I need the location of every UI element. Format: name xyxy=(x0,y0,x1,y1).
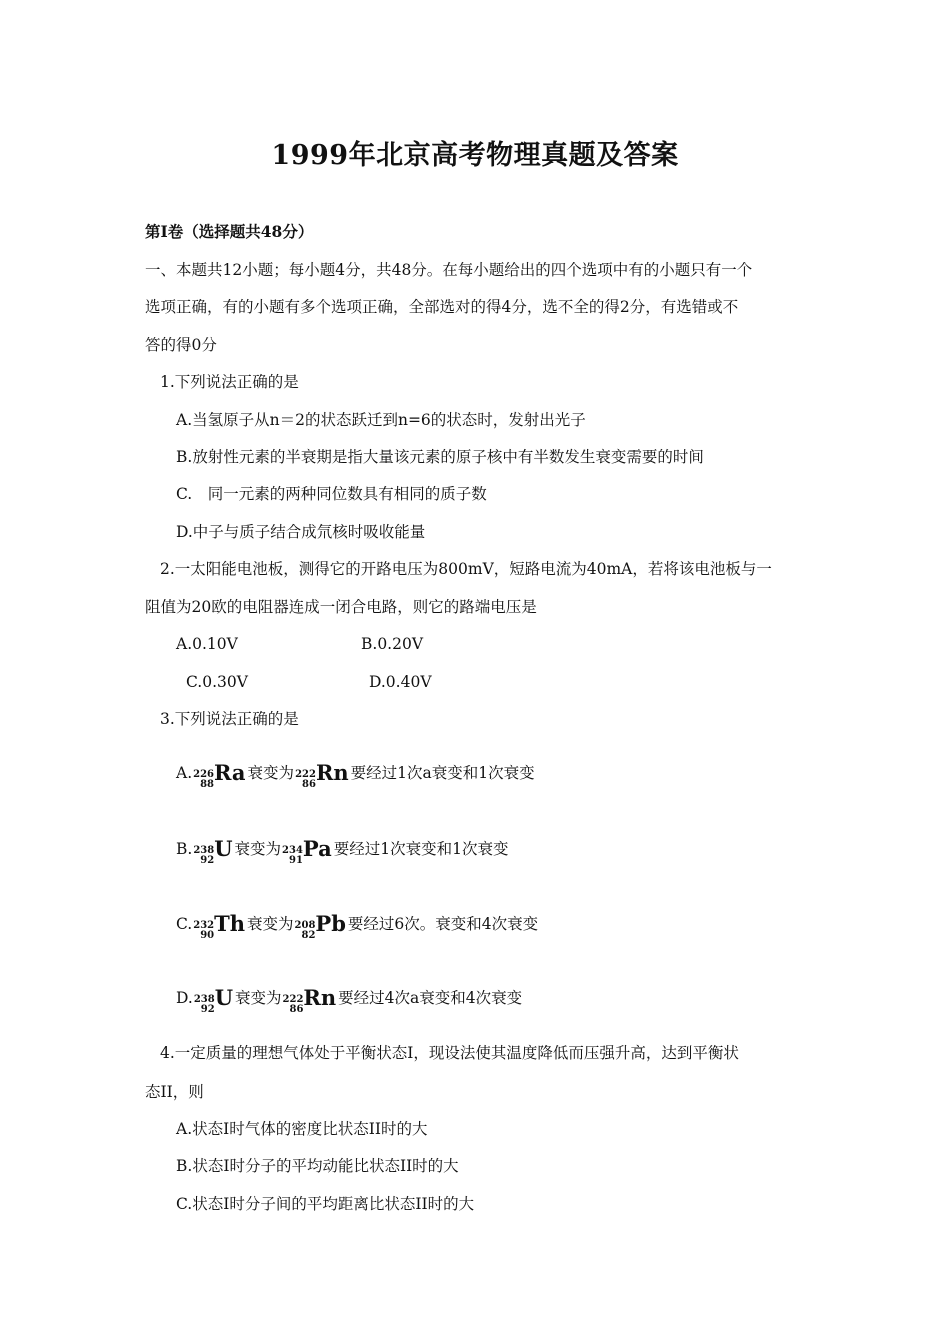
atomic-number: 90 xyxy=(200,930,215,941)
q1-option-c: C. 同一元素的两种同位数具有相同的质子数 xyxy=(176,485,487,503)
option-label: A. xyxy=(176,764,193,782)
element-symbol: Rn xyxy=(303,985,337,1010)
mass-number: 232 xyxy=(193,920,215,931)
atomic-number: 86 xyxy=(289,1004,304,1015)
nuclide-uranium-238 xyxy=(194,987,233,1015)
option-tail: 要经过1次衰变和1次衰变 xyxy=(333,840,509,858)
mass-number: 208 xyxy=(294,920,316,931)
atomic-number: 91 xyxy=(289,855,303,866)
q3-option-c xyxy=(176,913,538,941)
mass-number: 238 xyxy=(193,994,215,1005)
decay-verb: 衰变为 xyxy=(247,915,294,933)
option-label: B. xyxy=(176,840,193,858)
instructions-line-2: 选项正确，有的小题有多个选项正确，全部选对的得4分，选不全的得2分，有选错或不 xyxy=(145,298,739,316)
instructions-line-3: 答的得0分 xyxy=(145,336,217,354)
q2-option-b: B.0.20V xyxy=(361,635,424,653)
nuclide-radon-222 xyxy=(295,762,349,790)
option-tail: 要经过1次a衰变和1次衰变 xyxy=(350,764,535,782)
q4-option-b: B.状态I时分子的平均动能比状态II时的大 xyxy=(176,1157,459,1175)
nuclide-protactinium-234 xyxy=(282,838,332,866)
q2-stem-line-2: 阻值为20欧的电阻器连成一闭合电路，则它的路端电压是 xyxy=(145,598,537,616)
decay-verb: 衰变为 xyxy=(247,764,295,782)
q3-option-d xyxy=(176,987,522,1015)
section-heading: 第Ⅰ卷（选择题共48分） xyxy=(145,222,314,241)
mass-number: 222 xyxy=(295,769,316,780)
mass-number: 226 xyxy=(193,769,214,780)
mass-number: 234 xyxy=(282,845,303,856)
element-symbol: Ra xyxy=(214,760,246,785)
nuclide-thorium-232 xyxy=(193,913,245,941)
option-tail: 要经过4次a衰变和4次衰变 xyxy=(338,989,523,1007)
element-symbol: U xyxy=(214,836,233,861)
q2-stem-line-1: 2.一太阳能电池板，测得它的开路电压为800mV，短路电流为40mA，若将该电池板与一 xyxy=(160,560,772,578)
nuclide-lead-208 xyxy=(295,913,346,941)
q2-option-a: A.0.10V xyxy=(176,635,238,653)
q1-option-d: D.中子与质子结合成氘核时吸收能量 xyxy=(176,523,426,541)
element-symbol: Pa xyxy=(302,836,332,861)
mass-number: 238 xyxy=(193,845,215,856)
atomic-number: 92 xyxy=(200,855,215,866)
option-label: D. xyxy=(176,989,193,1007)
option-tail: 要经过6次。衰变和4次衰变 xyxy=(347,915,539,933)
decay-verb: 衰变为 xyxy=(235,989,282,1007)
q4-stem-line-1: 4.一定质量的理想气体处于平衡状态I，现设法使其温度降低而压强升高，达到平衡状 xyxy=(160,1044,739,1062)
atomic-number: 92 xyxy=(200,1004,215,1015)
q4-option-c: C.状态I时分子间的平均距离比状态II时的大 xyxy=(176,1195,475,1213)
q2-option-c: C.0.30V xyxy=(186,673,248,691)
instructions-line-1: 一、本题共12小题；每小题4分，共48分。在每小题给出的四个选项中有的小题只有一个 xyxy=(145,261,753,279)
element-symbol: Rn xyxy=(315,760,349,785)
q4-stem-line-2: 态II，则 xyxy=(145,1083,204,1101)
atomic-number: 82 xyxy=(301,930,316,941)
element-symbol: U xyxy=(214,985,234,1010)
q3-option-a xyxy=(176,762,535,790)
q1-option-a: A.当氢原子从n＝2的状态跃迁到n=6的状态时，发射出光子 xyxy=(176,411,586,429)
atomic-number: 88 xyxy=(200,779,214,790)
q3-stem: 3.下列说法正确的是 xyxy=(160,710,299,728)
element-symbol: Th xyxy=(214,911,246,936)
q4-option-a: A.状态I时气体的密度比状态II时的大 xyxy=(176,1120,428,1138)
q1-option-b: B.放射性元素的半衰期是指大量该元素的原子核中有半数发生衰变需要的时间 xyxy=(176,448,704,466)
q1-stem: 1.下列说法正确的是 xyxy=(160,373,299,391)
nuclide-radium-226 xyxy=(193,762,245,790)
page-title: 1999年北京高考物理真题及答案 xyxy=(271,140,679,171)
nuclide-radon-222 xyxy=(283,987,337,1015)
q2-option-d: D.0.40V xyxy=(369,673,432,691)
option-label: C. xyxy=(176,915,193,933)
decay-verb: 衰变为 xyxy=(234,840,282,858)
element-symbol: Pb xyxy=(315,911,346,936)
nuclide-uranium-238 xyxy=(193,838,232,866)
atomic-number: 86 xyxy=(302,779,316,790)
q3-option-b xyxy=(176,838,509,866)
mass-number: 222 xyxy=(282,994,304,1005)
